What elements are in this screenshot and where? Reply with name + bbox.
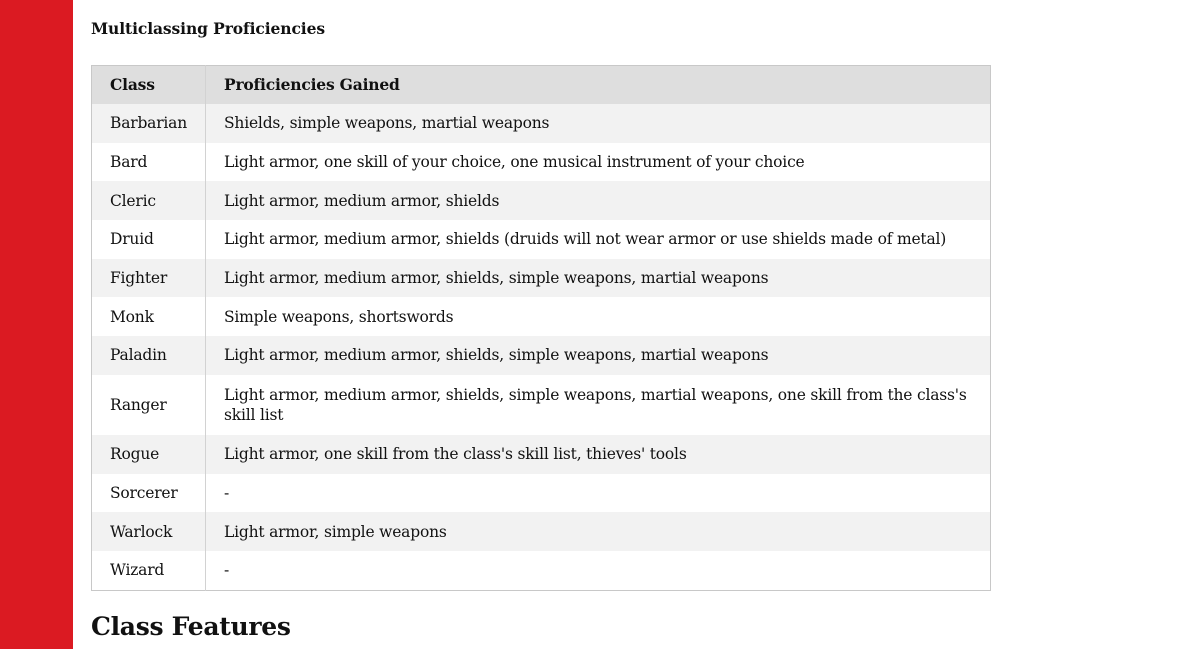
table-header-row: [92, 66, 991, 105]
proficiencies-text: Light armor, medium armor, shields, simple weapons, martial weapons, one skill from the class's skill list: [206, 375, 991, 435]
class-name: Wizard: [92, 551, 206, 590]
section-heading: Class Features: [91, 612, 291, 641]
proficiencies-text: Light armor, medium armor, shields (druids will not wear armor or use shields made of metal): [206, 220, 991, 259]
proficiencies-text: -: [206, 551, 991, 590]
proficiencies-text: Light armor, simple weapons: [206, 512, 991, 551]
proficiencies-text: Light armor, one skill of your choice, one musical instrument of your choice: [206, 143, 991, 182]
class-name: Sorcerer: [92, 474, 206, 513]
table-row: [92, 297, 991, 336]
table-row: [92, 336, 991, 375]
header-proficiencies: Proficiencies Gained: [206, 66, 991, 105]
class-name: Ranger: [92, 375, 206, 435]
table-row: [92, 181, 991, 220]
table-row: [92, 104, 991, 143]
table-row: [92, 143, 991, 182]
proficiencies-table: [91, 65, 991, 591]
proficiencies-text: Shields, simple weapons, martial weapons: [206, 104, 991, 143]
class-name: Paladin: [92, 336, 206, 375]
class-name: Barbarian: [92, 104, 206, 143]
table-row: [92, 259, 991, 298]
table-row: [92, 551, 991, 590]
proficiencies-text: Light armor, medium armor, shields: [206, 181, 991, 220]
proficiencies-text: Light armor, medium armor, shields, simple weapons, martial weapons: [206, 336, 991, 375]
proficiencies-text: Simple weapons, shortswords: [206, 297, 991, 336]
table-row: [92, 474, 991, 513]
class-name: Druid: [92, 220, 206, 259]
table-row: [92, 220, 991, 259]
proficiencies-text: Light armor, one skill from the class's skill list, thieves' tools: [206, 435, 991, 474]
class-name: Monk: [92, 297, 206, 336]
proficiencies-text: -: [206, 474, 991, 513]
table-title: Multiclassing Proficiencies: [91, 19, 325, 38]
class-name: Fighter: [92, 259, 206, 298]
accent-sidebar: [0, 0, 73, 649]
table-row: [92, 375, 991, 435]
proficiencies-text: Light armor, medium armor, shields, simple weapons, martial weapons: [206, 259, 991, 298]
class-name: Rogue: [92, 435, 206, 474]
class-name: Warlock: [92, 512, 206, 551]
class-name: Bard: [92, 143, 206, 182]
class-name: Cleric: [92, 181, 206, 220]
table-row: [92, 435, 991, 474]
table-row: [92, 512, 991, 551]
header-class: Class: [92, 66, 206, 105]
